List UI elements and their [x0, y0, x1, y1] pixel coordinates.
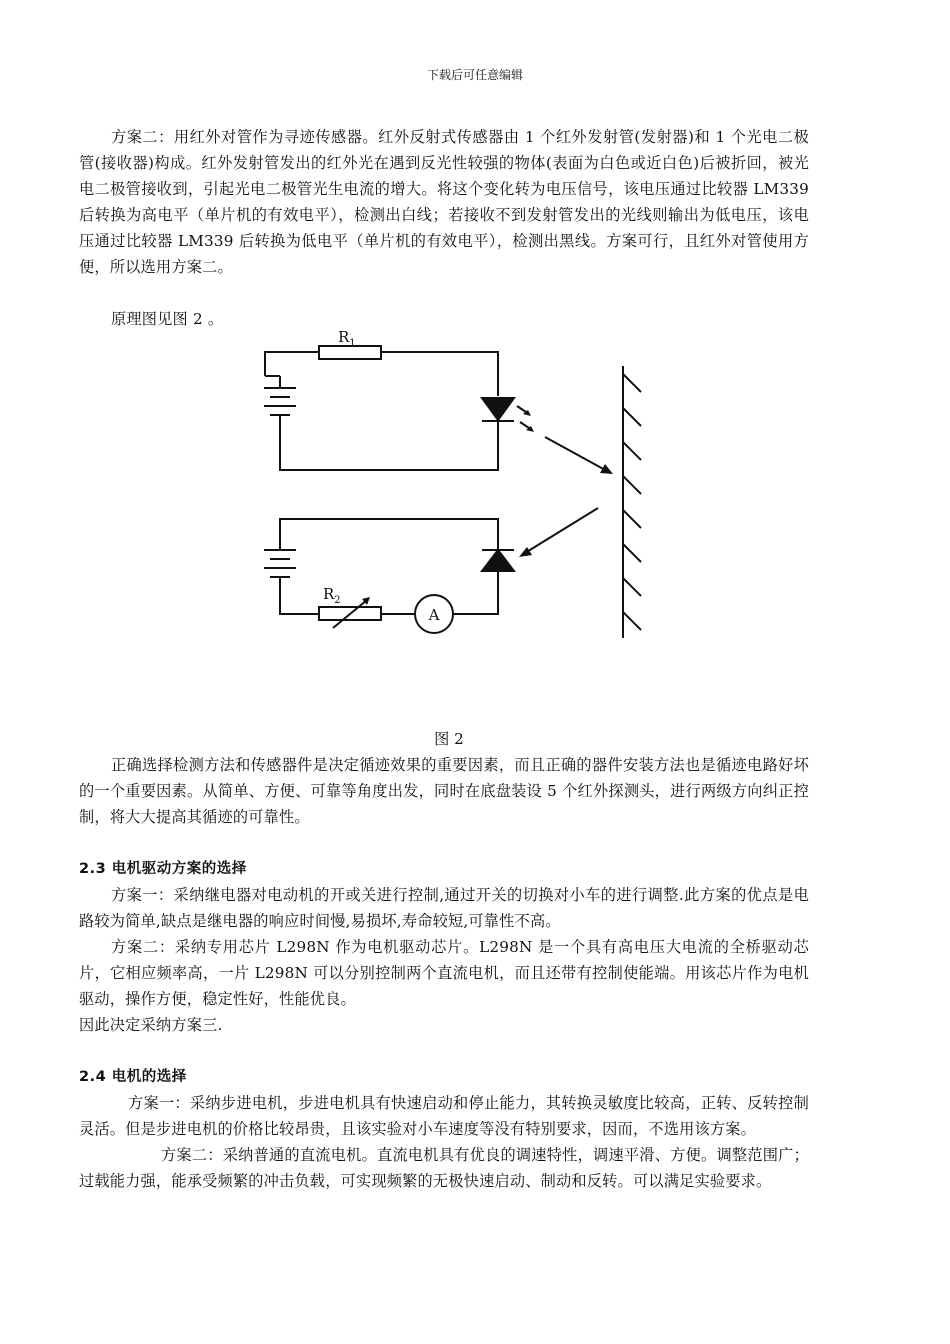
r2-label: $R_2$ — [323, 585, 341, 606]
section-2-4-heading: 2.4 电机的选择 — [79, 1069, 187, 1085]
ammeter-label: A — [428, 606, 440, 624]
incident-ray — [545, 437, 607, 471]
sensor-plan2-paragraph: 方案二：用红外对管作为寻迹传感器。红外反射式传感器由 1 个红外发射管(发射器)和 1 个光电二极管(接收器)构成。红外发射管发出的红外光在遇到反光性较强的物体(表面为白色或近白色)后被折回，被光电二极管接收到，引起光电二极管光生电流的增大。将这个变化转为电压信号，该电压通过比较器 LM339 后转换为高电平（单片机的有效电平），检测出白线；若接收不到发射管发出的光线则输出为低电压，该电压通过比较器 LM339 后转换为低电平（单片机的有效电平），检测出黑线。方案可行，且红外对管使用方便，所以选用方案二。 — [79, 128, 809, 276]
detection-method-paragraph: 正确选择检测方法和传感器件是决定循迹效果的重要因素，而且正确的器件安装方法也是循迹电路好坏的一个重要因素。从简单、方便、可靠等角度出发，同时在底盘装设 5 个红外探测头，进行两级方向纠正控制，将大大提高其循迹的可靠性。 — [79, 756, 809, 826]
top-wire-right — [381, 352, 498, 396]
motor-drive-conclusion: 因此决定采纳方案三. — [79, 1016, 223, 1034]
reflected-ray — [525, 508, 598, 553]
section-2-3-heading: 2.3 电机驱动方案的选择 — [79, 861, 247, 877]
figure-caption: 图 2 — [434, 730, 464, 748]
document-body — [79, 124, 809, 1194]
motor-plan1: 方案一：采纳步进电机，步进电机具有快速启动和停止能力，其转换灵敏度比较高，正转、反转控制灵活。但是步进电机的价格比较昂贵，且该实验对小车速度等没有特别要求，因而，不选用该方案。 — [79, 1094, 809, 1138]
bottom-wire-left — [280, 578, 319, 614]
page-header: 下载后可任意编辑 — [426, 68, 523, 82]
bottom-wire-top — [280, 519, 498, 549]
motor-drive-plan1: 方案一：采纳继电器对电动机的开或关进行控制,通过开关的切换对小车的进行调整.此方案的优点是电路较为简单,缺点是继电器的响应时间慢,易损坏,寿命较短,可靠性不高。 — [79, 886, 809, 930]
photodiode-receiver — [482, 550, 514, 571]
bottom-wire-right — [453, 571, 498, 614]
top-wire-left — [265, 352, 319, 376]
r1-label: $R_1$ — [338, 328, 356, 349]
led-emitter — [482, 398, 514, 420]
circuit-svg — [79, 328, 809, 724]
circuit-diagram — [79, 328, 809, 724]
motor-plan2: 方案二：采纳普通的直流电机。直流电机具有优良的调速特性，调速平滑、方便。调整范围广；过载能力强，能承受频繁的冲击负载，可实现频繁的无极快速启动、制动和反转。可以满足实验要求。 — [79, 1146, 809, 1190]
figure-reference: 原理图见图 2 。 — [111, 310, 224, 328]
top-wire-bottom — [280, 421, 498, 470]
motor-drive-plan2: 方案二：采纳专用芯片 L298N 作为电机驱动芯片。L298N 是一个具有高电压大电流的全桥驱动芯片，它相应频率高，一片 L298N 可以分别控制两个直流电机，而且还带有控制使能端。用该芯片作为电机驱动，操作方便，稳定性好，性能优良。 — [79, 938, 809, 1008]
